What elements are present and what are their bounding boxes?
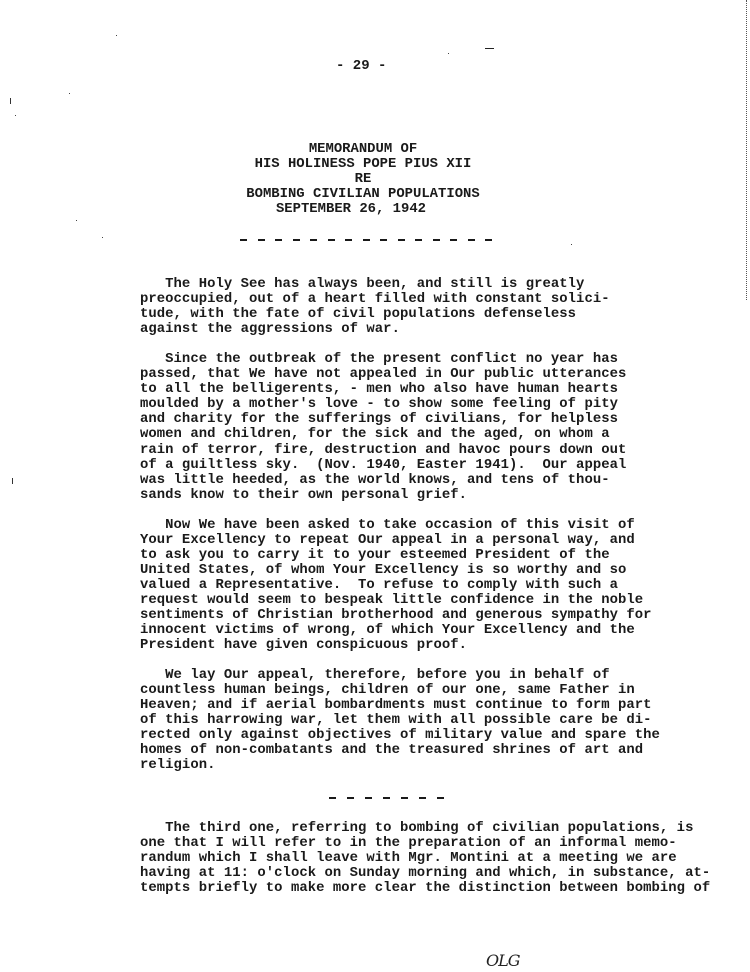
dash [433, 239, 440, 241]
dash [345, 239, 352, 241]
text-line: Your Excellency to repeat Our appeal in a personal way, and [140, 532, 635, 548]
text-line: to all the belligerents, - men who also have human hearts [140, 381, 618, 397]
text-line: rected only against objectives of military value and spare the [140, 727, 660, 743]
text-line: request would seem to bespeak little confidence in the noble [140, 592, 644, 608]
scan-mark [10, 98, 11, 104]
text-line: randum which I shall leave with Mgr. Montini at a meeting we are [140, 850, 677, 866]
text-line: tempts briefly to make more clear the distinction between bombing of [140, 880, 711, 896]
text-line: tude, with the fate of civil populations defenseless [140, 306, 577, 322]
scan-mark [485, 48, 494, 49]
dash [363, 239, 370, 241]
dash [383, 797, 390, 799]
scan-speck [448, 53, 449, 54]
dash [240, 239, 247, 241]
scan-speck [116, 35, 117, 36]
text-line: President have given conspicuous proof. [140, 637, 468, 653]
handwritten-initials: OLG [486, 951, 520, 970]
scan-speck [15, 115, 16, 116]
scan-speck [69, 93, 70, 94]
text-line: having at 11: o'clock on Sunday morning and which, in substance, at- [140, 865, 711, 881]
scan-speck [102, 237, 103, 238]
text-line: women and children, for the sick and the aged, on whom a [140, 426, 610, 442]
text-line: The Holy See has always been, and still is greatly [140, 276, 585, 292]
dash [258, 239, 265, 241]
text-line: sentiments of Christian brotherhood and generous sympathy for [140, 607, 652, 623]
dash [437, 797, 444, 799]
dash [415, 239, 422, 241]
text-line: valued a Representative. To refuse to comply with such a [140, 577, 618, 593]
text-line: innocent victims of wrong, of which Your Excellency and the [140, 622, 635, 638]
text-line: sands know to their own personal grief. [140, 487, 468, 503]
dash [468, 239, 475, 241]
title-author: HIS HOLINESS POPE PIUS XII [254, 156, 472, 172]
dash [398, 239, 405, 241]
text-line: We lay Our appeal, therefore, before you in behalf of [140, 667, 610, 683]
dash [365, 797, 372, 799]
text-line: religion. [140, 757, 216, 773]
text-line: of this harrowing war, let them with all possible care be di- [140, 712, 652, 728]
dash [401, 797, 408, 799]
text-line: and charity for the sufferings of civilians, for helpless [140, 411, 618, 427]
page-number: - 29 - [336, 58, 387, 74]
text-line: Since the outbreak of the present conflict no year has [140, 351, 618, 367]
scan-mark [12, 478, 13, 484]
text-line: United States, of whom Your Excellency is so worthy and so [140, 562, 627, 578]
dash [293, 239, 300, 241]
dash [380, 239, 387, 241]
text-line: moulded by a mother's love - to show some feeling of pity [140, 396, 618, 412]
text-line: The third one, referring to bombing of civilian populations, is [140, 820, 694, 836]
dash [450, 239, 457, 241]
dash [310, 239, 317, 241]
dash [275, 239, 282, 241]
title-date: SEPTEMBER 26, 1942 [275, 201, 427, 217]
text-line: homes of non-combatants and the treasured shrines of art and [140, 742, 644, 758]
text-line: passed, that We have not appealed in Our public utterances [140, 366, 627, 382]
text-line: to ask you to carry it to your esteemed President of the [140, 547, 610, 563]
text-line: one that I will refer to in the preparation of an informal memo- [140, 835, 677, 851]
title-subject: BOMBING CIVILIAN POPULATIONS [246, 186, 480, 202]
dash [347, 797, 354, 799]
text-line: was little heeded, as the world knows, and tens of thou- [140, 472, 610, 488]
dash [328, 239, 335, 241]
dash [485, 239, 492, 241]
dash [419, 797, 426, 799]
separator-dashes [240, 239, 492, 241]
separator-dashes [329, 797, 444, 799]
text-line: preoccupied, out of a heart filled with constant solici- [140, 291, 610, 307]
scan-speck [571, 244, 572, 245]
text-line: of a guiltless sky. (Nov. 1940, Easter 1941). Our appeal [140, 457, 627, 473]
dash [329, 797, 336, 799]
title-memorandum: MEMORANDUM OF [308, 141, 418, 157]
text-line: against the aggressions of war. [140, 321, 400, 337]
scan-edge-line [746, 0, 747, 300]
text-line: countless human beings, children of our one, same Father in [140, 682, 635, 698]
text-line: Now We have been asked to take occasion of this visit of [140, 517, 635, 533]
scan-speck [76, 220, 77, 221]
text-line: Heaven; and if aerial bombardments must continue to form part [140, 697, 652, 713]
title-re: RE [354, 171, 372, 187]
text-line: rain of terror, fire, destruction and havoc pours down out [140, 442, 627, 458]
